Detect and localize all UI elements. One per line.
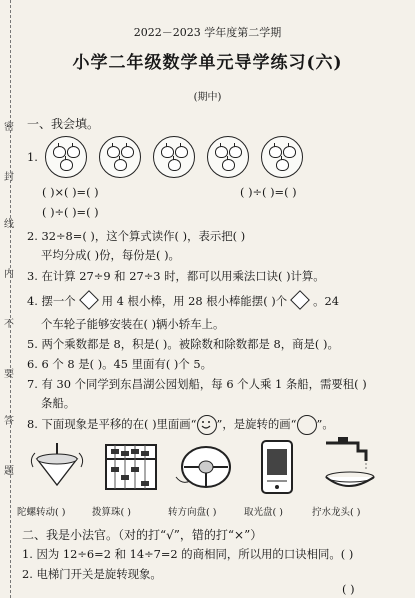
side-label: 不: [4, 319, 14, 330]
q7-line1: 7. 有 30 个同学到东昌湖公园划船，每 6 个人乘 1 条船，需要租( ): [27, 377, 367, 391]
caption-steering-wheel: 转方向盘( ): [168, 507, 217, 518]
school-year: 2022－2023 学年度第二学期: [133, 26, 282, 39]
circle-icon: [297, 415, 317, 435]
q4-end: 。24: [313, 294, 339, 308]
section2-q1: 1. 因为 12÷6=2 和 14÷7=2 的商相同，所以用的口诀相同。( ): [22, 547, 354, 561]
section2-q2-blank: ( ): [342, 582, 355, 596]
apple-icon: [168, 159, 181, 171]
apple-icon: [121, 146, 134, 158]
exam-subtitle: (期中): [193, 92, 222, 103]
apple-icon: [276, 159, 289, 171]
disc-player-icon: [252, 437, 302, 497]
caption-faucet: 拧水龙头( ): [312, 507, 361, 518]
caption-disc: 取光盘( ): [244, 507, 283, 518]
q1-equation-1: ( )×( )=( ): [42, 185, 99, 199]
diamond-icon: [290, 290, 310, 310]
caption-abacus: 拨算珠( ): [92, 507, 131, 518]
q1-equation-3: ( )÷( )=( ): [42, 205, 99, 219]
side-label: 封: [4, 172, 14, 183]
q4-line2: 个车轮子能够安装在( )辆小轿车上。: [41, 317, 225, 331]
section2-q2: 2. 电梯门开关是旋转现象。: [22, 567, 162, 581]
q6-line: 6. 6 个 8 是( )。45 里面有( )个 5。: [27, 357, 212, 371]
apple-icon: [60, 159, 73, 171]
q4-prefix: 4. 摆一个: [27, 294, 76, 308]
apple-plate: [207, 136, 249, 178]
section2-heading: 二、我是小法官。（对的打“√”，错的打“×”）: [22, 528, 263, 542]
side-label: 题: [4, 466, 14, 477]
apple-plate: [261, 136, 303, 178]
q2-line1: 2. 32÷8=( )，这个算式读作( )，表示把( ): [27, 229, 246, 243]
apple-icon: [175, 146, 188, 158]
q7-line2: 条船。: [41, 396, 76, 410]
q8-middle: ”，是旋转的画“: [216, 417, 297, 431]
apple-icon: [229, 146, 242, 158]
smiley-icon: [197, 415, 217, 435]
apple-groups: [45, 136, 303, 178]
apple-icon: [222, 159, 235, 171]
spinning-top-icon: [27, 437, 87, 497]
apple-icon: [67, 146, 80, 158]
section1-heading: 一、我会填。: [27, 117, 100, 131]
apple-icon: [114, 159, 127, 171]
water-faucet-icon: [318, 437, 380, 497]
q2-line2: 平均分成( )份，每份是( )。: [41, 248, 180, 262]
apple-plate: [45, 136, 87, 178]
diamond-icon: [79, 290, 99, 310]
caption-spinning-top: 陀螺转动( ): [17, 507, 66, 518]
q1-number: 1.: [27, 150, 38, 164]
side-label: 密: [4, 122, 14, 133]
page-title: 小学二年级数学单元导学练习(六): [72, 53, 343, 73]
q8-prefix: 8. 下面现象是平移的在( )里面画“: [27, 417, 197, 431]
q8-end: ”。: [316, 417, 334, 431]
side-label: 线: [4, 219, 14, 230]
apple-plate: [153, 136, 195, 178]
q4-middle: 用 4 根小棒，用 28 根小棒能摆( )个: [101, 294, 288, 308]
abacus-icon: [100, 437, 162, 497]
q5-line: 5. 两个乘数都是 8，积是( )。被除数和除数都是 8，商是( )。: [27, 337, 339, 351]
q3-line: 3. 在计算 27÷9 和 27÷3 时，都可以用乘法口诀( )计算。: [27, 269, 325, 283]
q1-equation-2: ( )÷( )=( ): [240, 185, 297, 199]
side-label: 答: [4, 416, 14, 427]
apple-plate: [99, 136, 141, 178]
side-label: 要: [4, 369, 14, 380]
steering-wheel-icon: [172, 437, 236, 497]
side-label: 内: [4, 269, 14, 280]
q8-line: [27, 415, 334, 435]
q4-line1: [27, 293, 339, 309]
apple-icon: [283, 146, 296, 158]
